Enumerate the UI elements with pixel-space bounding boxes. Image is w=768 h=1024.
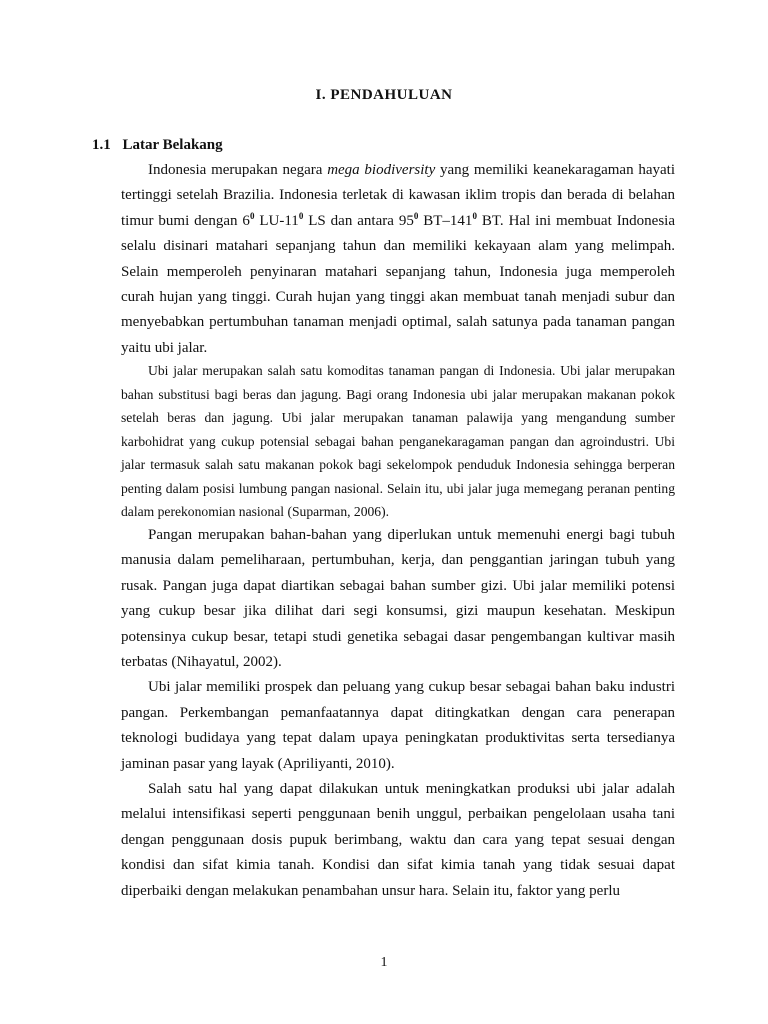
chapter-title: I. PENDAHULUAN — [315, 87, 453, 103]
page-number: 1 — [380, 955, 388, 970]
section-title: Latar Belakang — [122, 137, 223, 153]
body-text-block-1 — [121, 158, 675, 361]
degree-superscript: 0 — [472, 210, 477, 221]
paragraph-3: Pangan merupakan bahan-bahan yang diperlukan untuk memenuhi energi bagi tubuh manusia dalam pemeliharaan, pertumbuhan, kerja, dan penggantian jaringan tubuh yang rusak. Pangan juga dapat diartikan sebagai bahan sumber gizi. Ubi jalar memiliki potensi yang cukup besar jika dilihat dari segi konsumsi, gizi maupun kesehatan. Meskipun potensinya cukup besar, tetapi studi genetika sebagai dasar pengembangan kultivar masih terbatas (Nihayatul, 2002). — [121, 527, 675, 671]
degree-superscript: 0 — [413, 210, 419, 221]
paragraph-1: Indonesia merupakan negara mega biodiversity yang memiliki keanekaragaman hayati tertinggi setelah Brazilia. Indonesia terletak di kawasan iklim tropis dan berada di belahan timur bumi dengan $6^0$ $LU-11^0$ LS dan antara $95^0$ $BT-141^0$ BT. Hal ini membuat Indonesia selalu disinari matahari sepanjang tahun dan memiliki kekayaan alam yang melimpah. Selain memperoleh penyinaran matahari sepanjang tahun, Indonesia juga memperoleh curah hujan yang tinggi. Curah hujan yang tinggi akan membuat tanah menjadi subur dan menyebabkan pertumbuhan tanaman menjadi optimal, salah satunya pada tanaman pangan yaitu ubi jalar. — [121, 162, 676, 356]
degree-superscript: 0 — [298, 210, 304, 221]
section-number: 1.1 — [92, 137, 111, 153]
italic-term: mega biodiversity — [327, 162, 436, 178]
section-heading — [92, 137, 223, 154]
degree-superscript: 0 — [249, 210, 255, 221]
paragraph-2: Ubi jalar merupakan salah satu komoditas tanaman pangan di Indonesia. Ubi jalar merupakan bahan substitusi bagi beras dan jagung. Bagi orang Indonesia ubi jalar merupakan makanan pokok setelah beras dan jagung. Ubi jalar merupakan tanaman palawija yang mengandung sumber karbohidrat yang cukup potensial sebagai bahan penganekaragaman pangan dan agroindustri. Ubi jalar termasuk salah satu makanan pokok bagi sekelompok penduduk Indonesia sehingga berperan penting dalam posisi lumbung pangan nasional. Selain itu, ubi jalar juga memegang peranan penting dalam perekonomian nasional (Suparman, 2006). — [121, 363, 675, 519]
paragraph-5: Salah satu hal yang dapat dilakukan untuk meningkatkan produksi ubi jalar adalah melalui intensifikasi seperti penggunaan benih unggul, perbaikan pengelolaan usaha tani dengan penggunaan dosis pupuk berimbang, waktu dan cara yang tepat sesuai dengan kondisi dan sifat kimia tanah. Kondisi dan sifat kimia tanah yang tidak sesuai dapat diperbaiki dengan melakukan penambahan unsur hara. Selain itu, faktor yang perlu — [121, 781, 675, 899]
body-text-block-2 — [121, 359, 675, 524]
paragraph-4: Ubi jalar memiliki prospek dan peluang yang cukup besar sebagai bahan baku industri pangan. Perkembangan pemanfaatannya dapat ditingkatkan dengan cara penerapan teknologi budidaya yang tepat dalam upaya peningkatan produktivitas serta tersedianya jaminan pasar yang layak (Apriliyanti, 2010). — [121, 679, 675, 772]
body-text-block-3 — [121, 523, 675, 904]
